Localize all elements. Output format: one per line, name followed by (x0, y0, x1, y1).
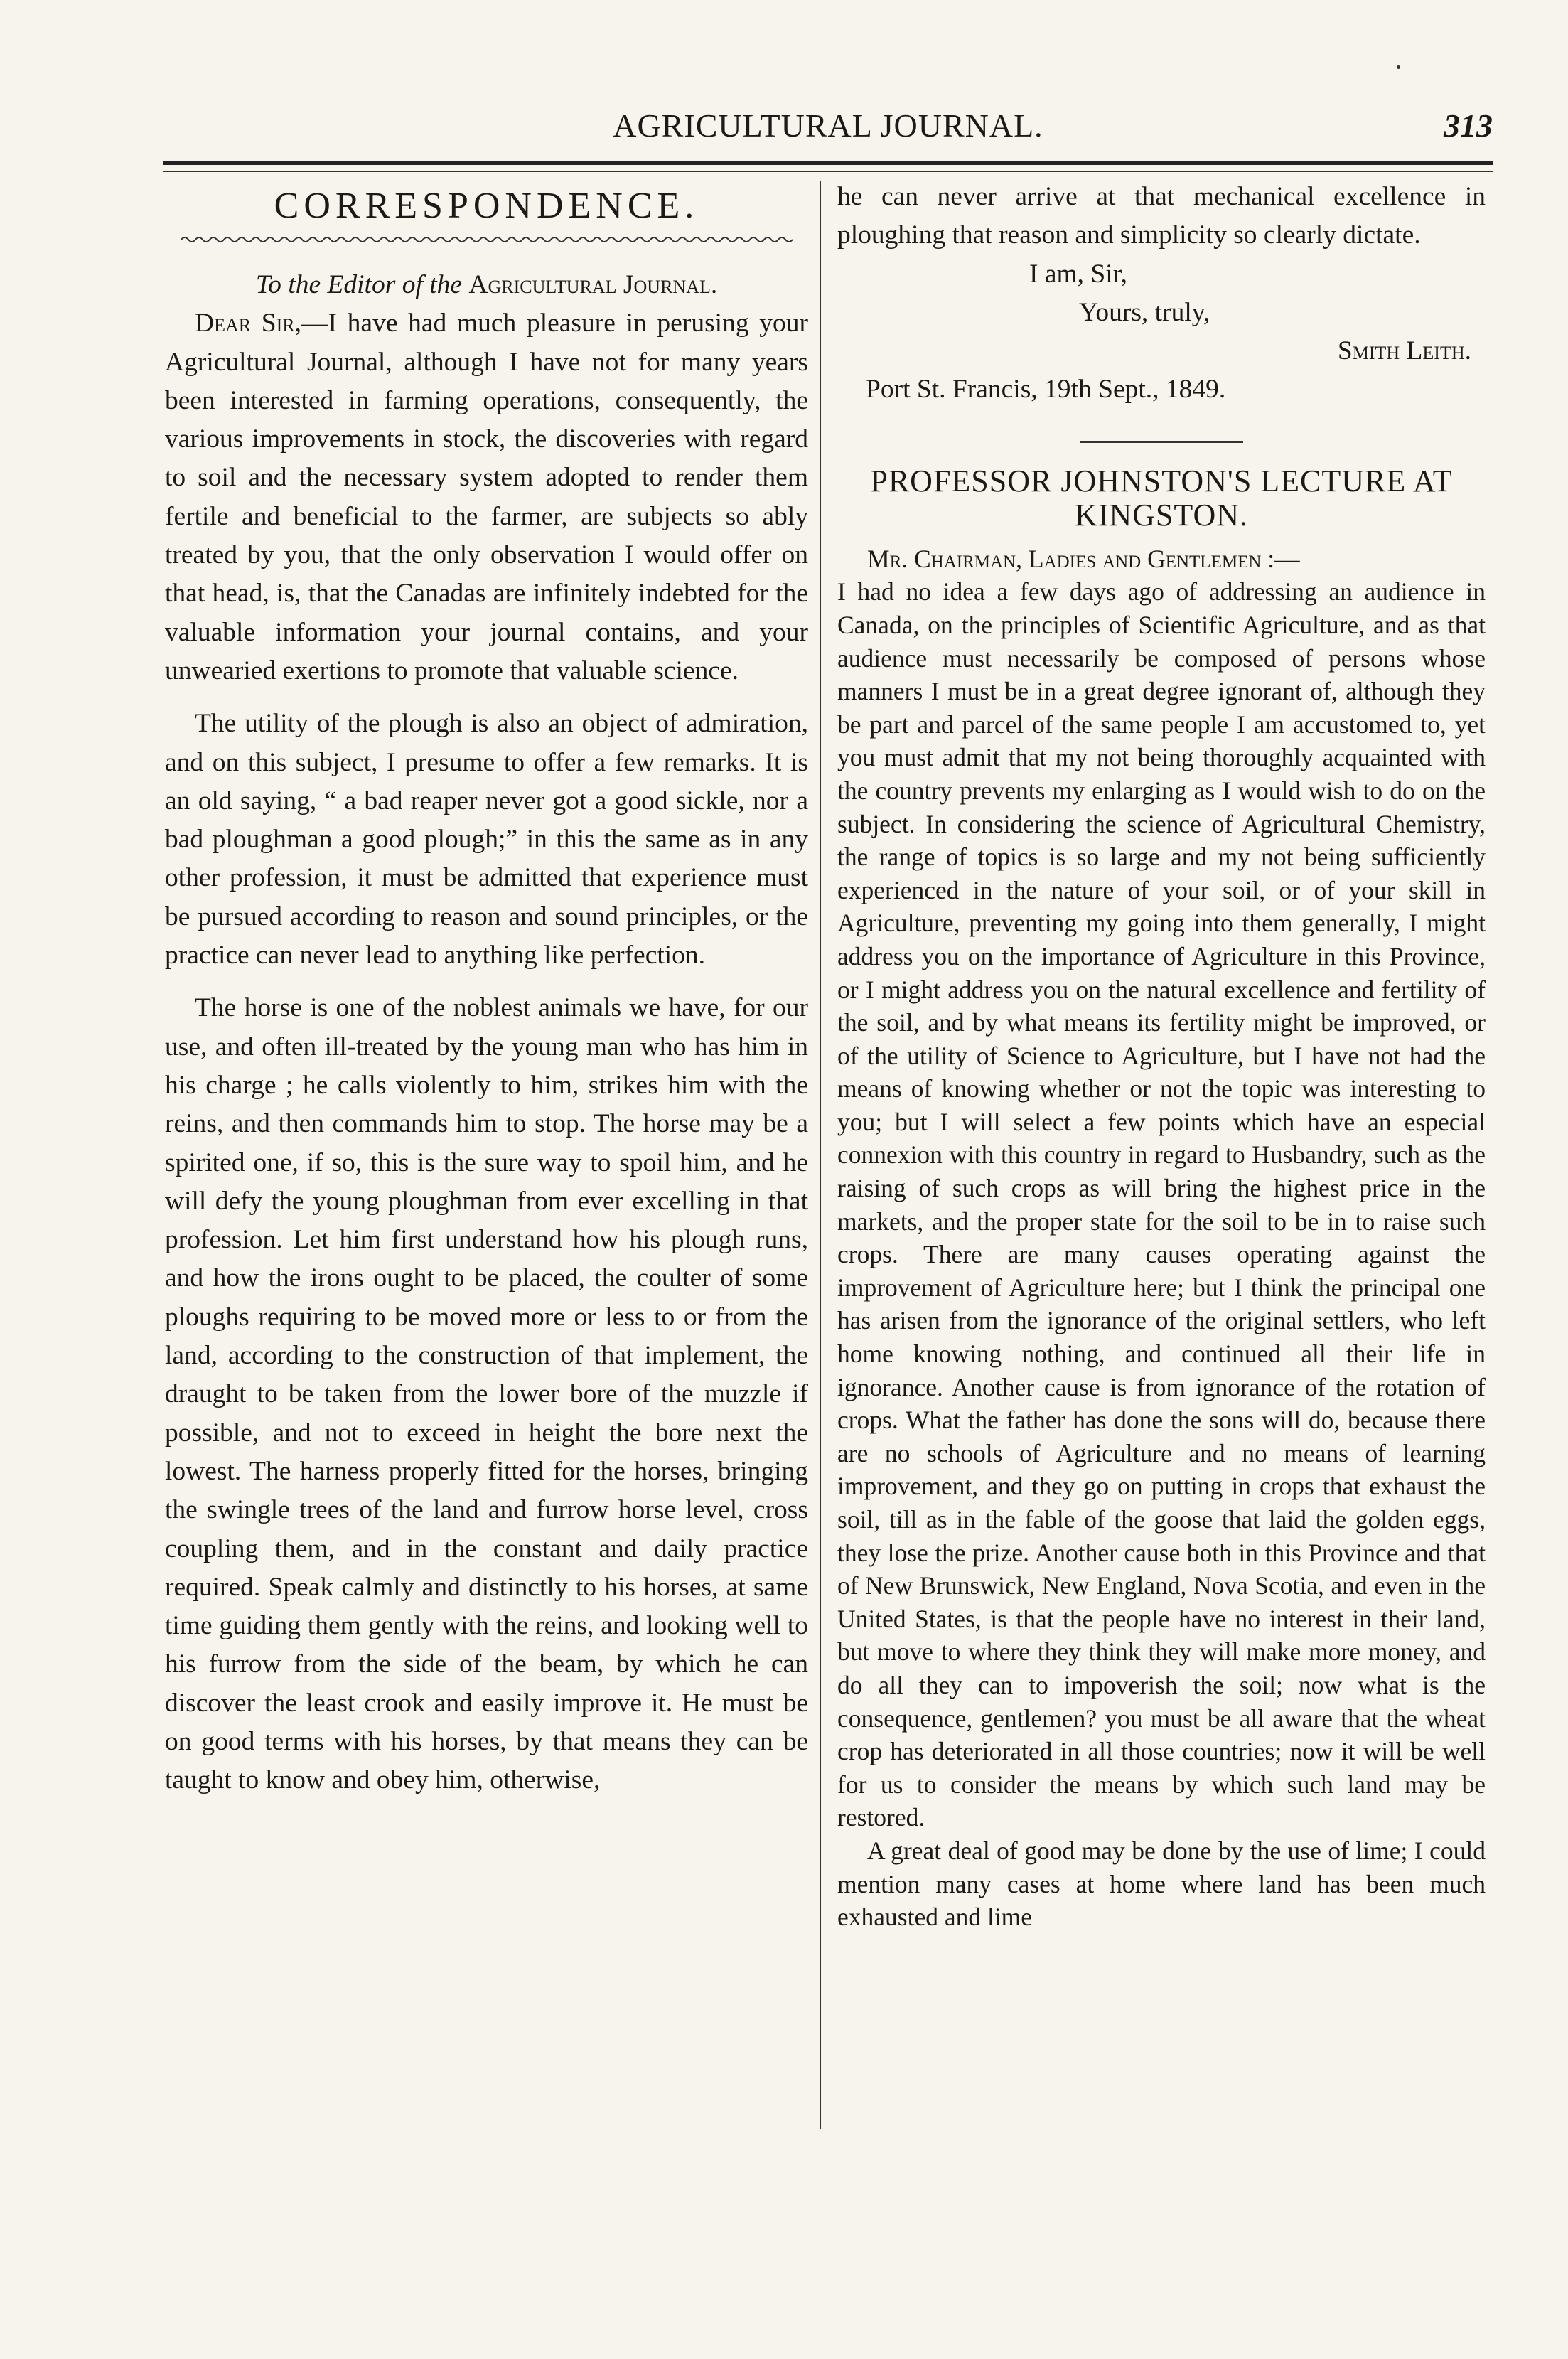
salutation: Dear Sir, (195, 309, 301, 338)
lecture-paragraph-text: I had no idea a few days ago of addressing an audience in Canada, on the principles of Scientific Agriculture, and as that audience must necessarily be composed of persons whose manners I must be in a great degree ignorant of, although they be part and parcel of the same people I am accustomed to, yet you must admit that my not being thoroughly acquainted with the country prevents my enlarging as I would wish to do on the subject. In considering the science of Agricultural Chemistry, the range of topics is so large and my not being sufficiently experienced in the nature of your soil, or of your skill in Agriculture, preventing my going into them generally, I might address you on the importance of Agriculture in this Province, or I might address you on the natural excellence and fertility of the soil, and by what means its fertility might be improved, or of the utility of Science to Agriculture, but I have not had the means of knowing whether or not the topic was interesting to you; but I will select a few points which have an especial connexion with this country in regard to Husbandry, such as the raising of such crops as will bring the highest price in the markets, and the proper state for the soil to be in to raise such crops. There are many causes operating against the improvement of Agriculture here; but I think the principal one has arisen from the ignorance of the original settlers, who left home knowing nothing, and continued all their life in ignorance. Another cause is from ignorance of the rotation of crops. What the father has done the sons will do, because there are no schools of Agriculture and no means of learning improvement, and they go on putting in crops that exhaust the soil, till as in the fable of the goose that laid the golden eggs, they lose the prize. Another cause both in this Province and that of New Brunswick, New England, Nova Scotia, and even in the United States, is that the people have no interest in their land, but move to where they think they will make more money, and do all they can to impoverish the soil; now what is the consequence, gentlemen? you must be all aware that the wheat crop has deteriorated in all those countries; now it will be well for us to consider the means by which such land may be restored. (837, 577, 1486, 1832)
addressee-journal: Agricultural Journal. (468, 270, 718, 299)
left-column (165, 178, 808, 1800)
letter-paragraph: The utility of the plough is also an object of admiration, and on this subject, I presume to offer a few remarks. It is an old saying, “ a bad reaper never got a good sickle, nor a bad ploughman a good plough;” in this the same as in any other profession, it must be admitted that experience must be pursued according to reason and sound principles, or the practice can never lead to anything like perfection. (165, 709, 808, 970)
lecture-paragraph (837, 542, 1486, 1834)
page-number: 313 (1444, 107, 1493, 144)
lecture-paragraph: A great deal of good may be done by the use of lime; I could mention many cases at home where land has been much exhausted and lime (837, 1836, 1486, 1932)
running-title: AGRICULTURAL JOURNAL. (613, 107, 1043, 144)
page-header (163, 107, 1493, 156)
letter-paragraph-text: —I have had much pleasure in perusing your Agricultural Journal, although I have not for many years been interested in farming operations, consequently, the various improvements in stock, the discoveries with regard to soil and the necessary system adopted to render them fertile and beneficial to the farmer, are subjects so ably treated by you, that the only observation I would offer on that head, is, that the Canadas are infinitely indebted for the valuable information your journal contains, and your unwearied exertions to promote that valuable science. (165, 309, 809, 685)
section-divider (1080, 441, 1243, 443)
column-divider (820, 181, 821, 2129)
lecture-address: Mr. Chairman, Ladies and Gentlemen :— (867, 544, 1300, 573)
ink-speck (1397, 65, 1400, 69)
closing-line: I am, Sir, (1029, 259, 1128, 289)
signature: Smith Leith. (1337, 336, 1471, 366)
letter-continuation: he can never arrive at that mechanical excellence in ploughing that reason and simplicity so clearly dictate. (837, 182, 1486, 250)
wavy-rule (181, 235, 793, 245)
dateline: Port St. Francis, 19th Sept., 1849. (866, 375, 1226, 405)
header-rule-thin (163, 171, 1493, 172)
closing-line: Yours, truly, (1079, 297, 1210, 327)
addressee-line (165, 266, 808, 304)
lecture-title: PROFESSOR JOHNSTON'S LECTURE AT KINGSTON. (870, 463, 1453, 533)
header-rule (163, 161, 1493, 165)
section-title: CORRESPONDENCE. (274, 186, 699, 226)
right-column (837, 178, 1486, 1934)
letter-paragraph: The horse is one of the noblest animals we have, for our use, and often ill-treated by the young man who has him in his charge ; he calls violently to him, strikes him with the reins, and then commands him to stop. The horse may be a spirited one, if so, this is the sure way to spoil him, and he will defy the young ploughman from ever excelling in that profession. Let him first understand how his plough runs, and how the irons ought to be placed, the coulter of some ploughs requiring to be moved more or less to or from the land, according to the construction of that implement, the draught to be taken from the lower bore of the muzzle if possible, and not to exceed in height the bore next the lowest. The harness properly fitted for the horses, bringing the swingle trees of the land and furrow horse level, cross coupling them, and in the constant and daily practice required. Speak calmly and distinctly to his horses, at same time guiding them gently with the reins, and looking well to his furrow from the side of the beam, by which he can discover the least crook and easily improve it. He must be on good terms with his horses, by that means they can be taught to know and obey him, otherwise, (165, 993, 808, 1795)
letter-paragraph (165, 304, 808, 690)
addressee-prefix: To the Editor of the (255, 270, 463, 299)
